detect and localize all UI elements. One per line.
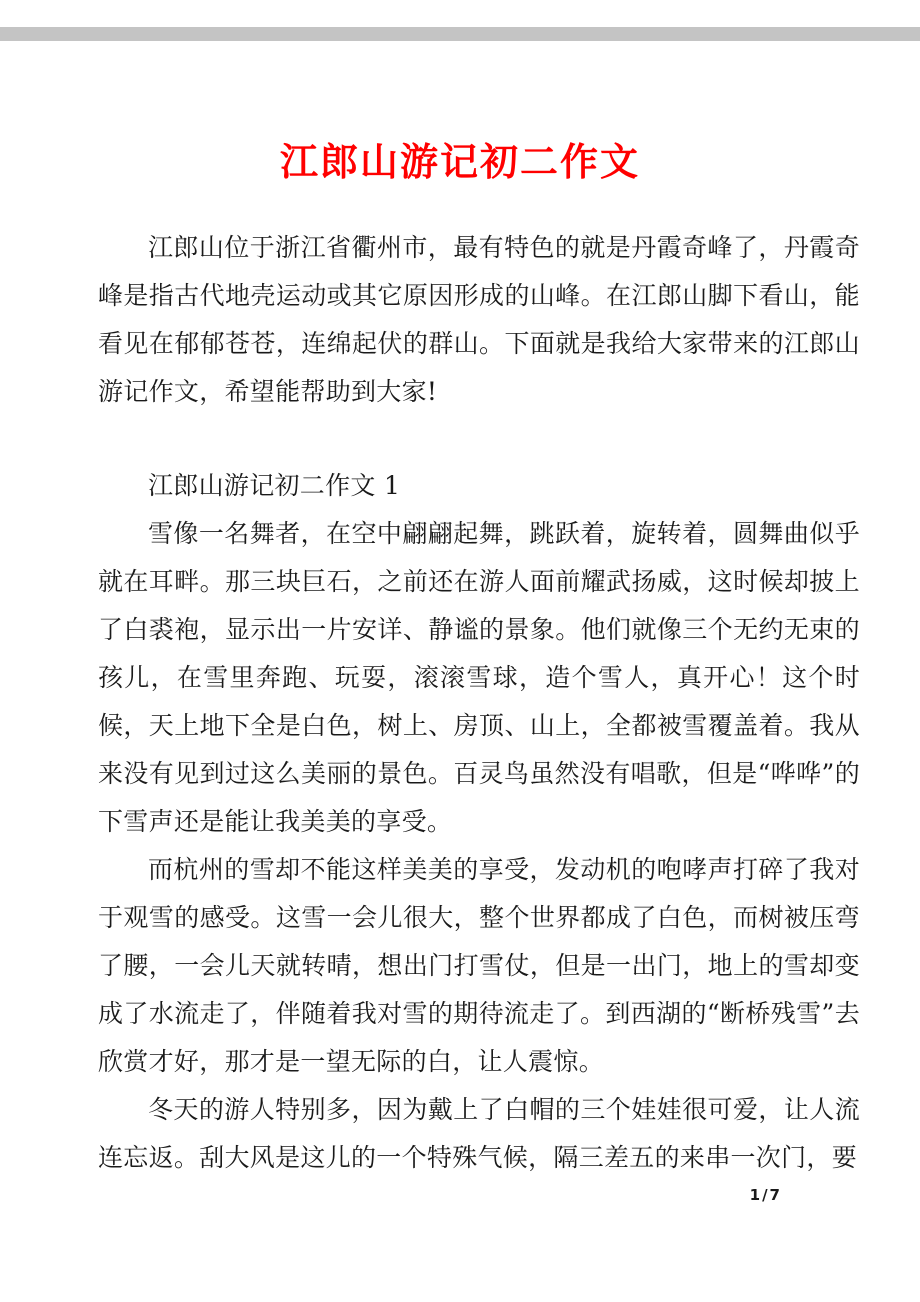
title-container xyxy=(0,136,920,188)
intro-paragraph: 江郎山位于浙江省衢州市，最有特色的就是丹霞奇峰了，丹霞奇峰是指古代地壳运动或其它原因形成的山峰。在江郎山脚下看山，能看见在郁郁苍苍，连绵起伏的群山。下面就是我给大家带来的江郎山游记作文，希望能帮助到大家! xyxy=(98,233,860,406)
page-number-indicator: 1/7 xyxy=(749,1186,782,1204)
document-title: 江郎山游记初二作文 xyxy=(279,139,640,184)
section-heading: 江郎山游记初二作文 1 xyxy=(148,471,401,500)
document-body xyxy=(98,224,860,1182)
body-paragraph: 而杭州的雪却不能这样美美的享受，发动机的咆哮声打碎了我对于观雪的感受。这雪一会儿很大，整个世界都成了白色，而树被压弯了腰，一会儿天就转晴，想出门打雪仗，但是一出门，地上的雪却变成了水流走了，伴随着我对雪的期待流走了。到西湖的“断桥残雪”去欣赏才好，那才是一望无际的白，让人震惊。 xyxy=(98,855,860,1076)
body-paragraph: 冬天的游人特别多，因为戴上了白帽的三个娃娃很可爱，让人流连忘返。刮大风是这儿的一个特殊气候，隔三差五的来串一次门，要 xyxy=(98,1095,860,1172)
page-top-divider xyxy=(0,27,920,41)
body-paragraph: 雪像一名舞者，在空中翩翩起舞，跳跃着，旋转着，圆舞曲似乎就在耳畔。那三块巨石，之前还在游人面前耀武扬威，这时候却披上了白裘袍，显示出一片安详、静谧的景象。他们就像三个无约无束的孩儿，在雪里奔跑、玩耍，滚滚雪球，造个雪人，真开心！这个时候，天上地下全是白色，树上、房顶、山上，全都被雪覆盖着。我从来没有见到过这么美丽的景色。百灵鸟虽然没有唱歌，但是“哗哗”的下雪声还是能让我美美的享受。 xyxy=(98,519,860,836)
